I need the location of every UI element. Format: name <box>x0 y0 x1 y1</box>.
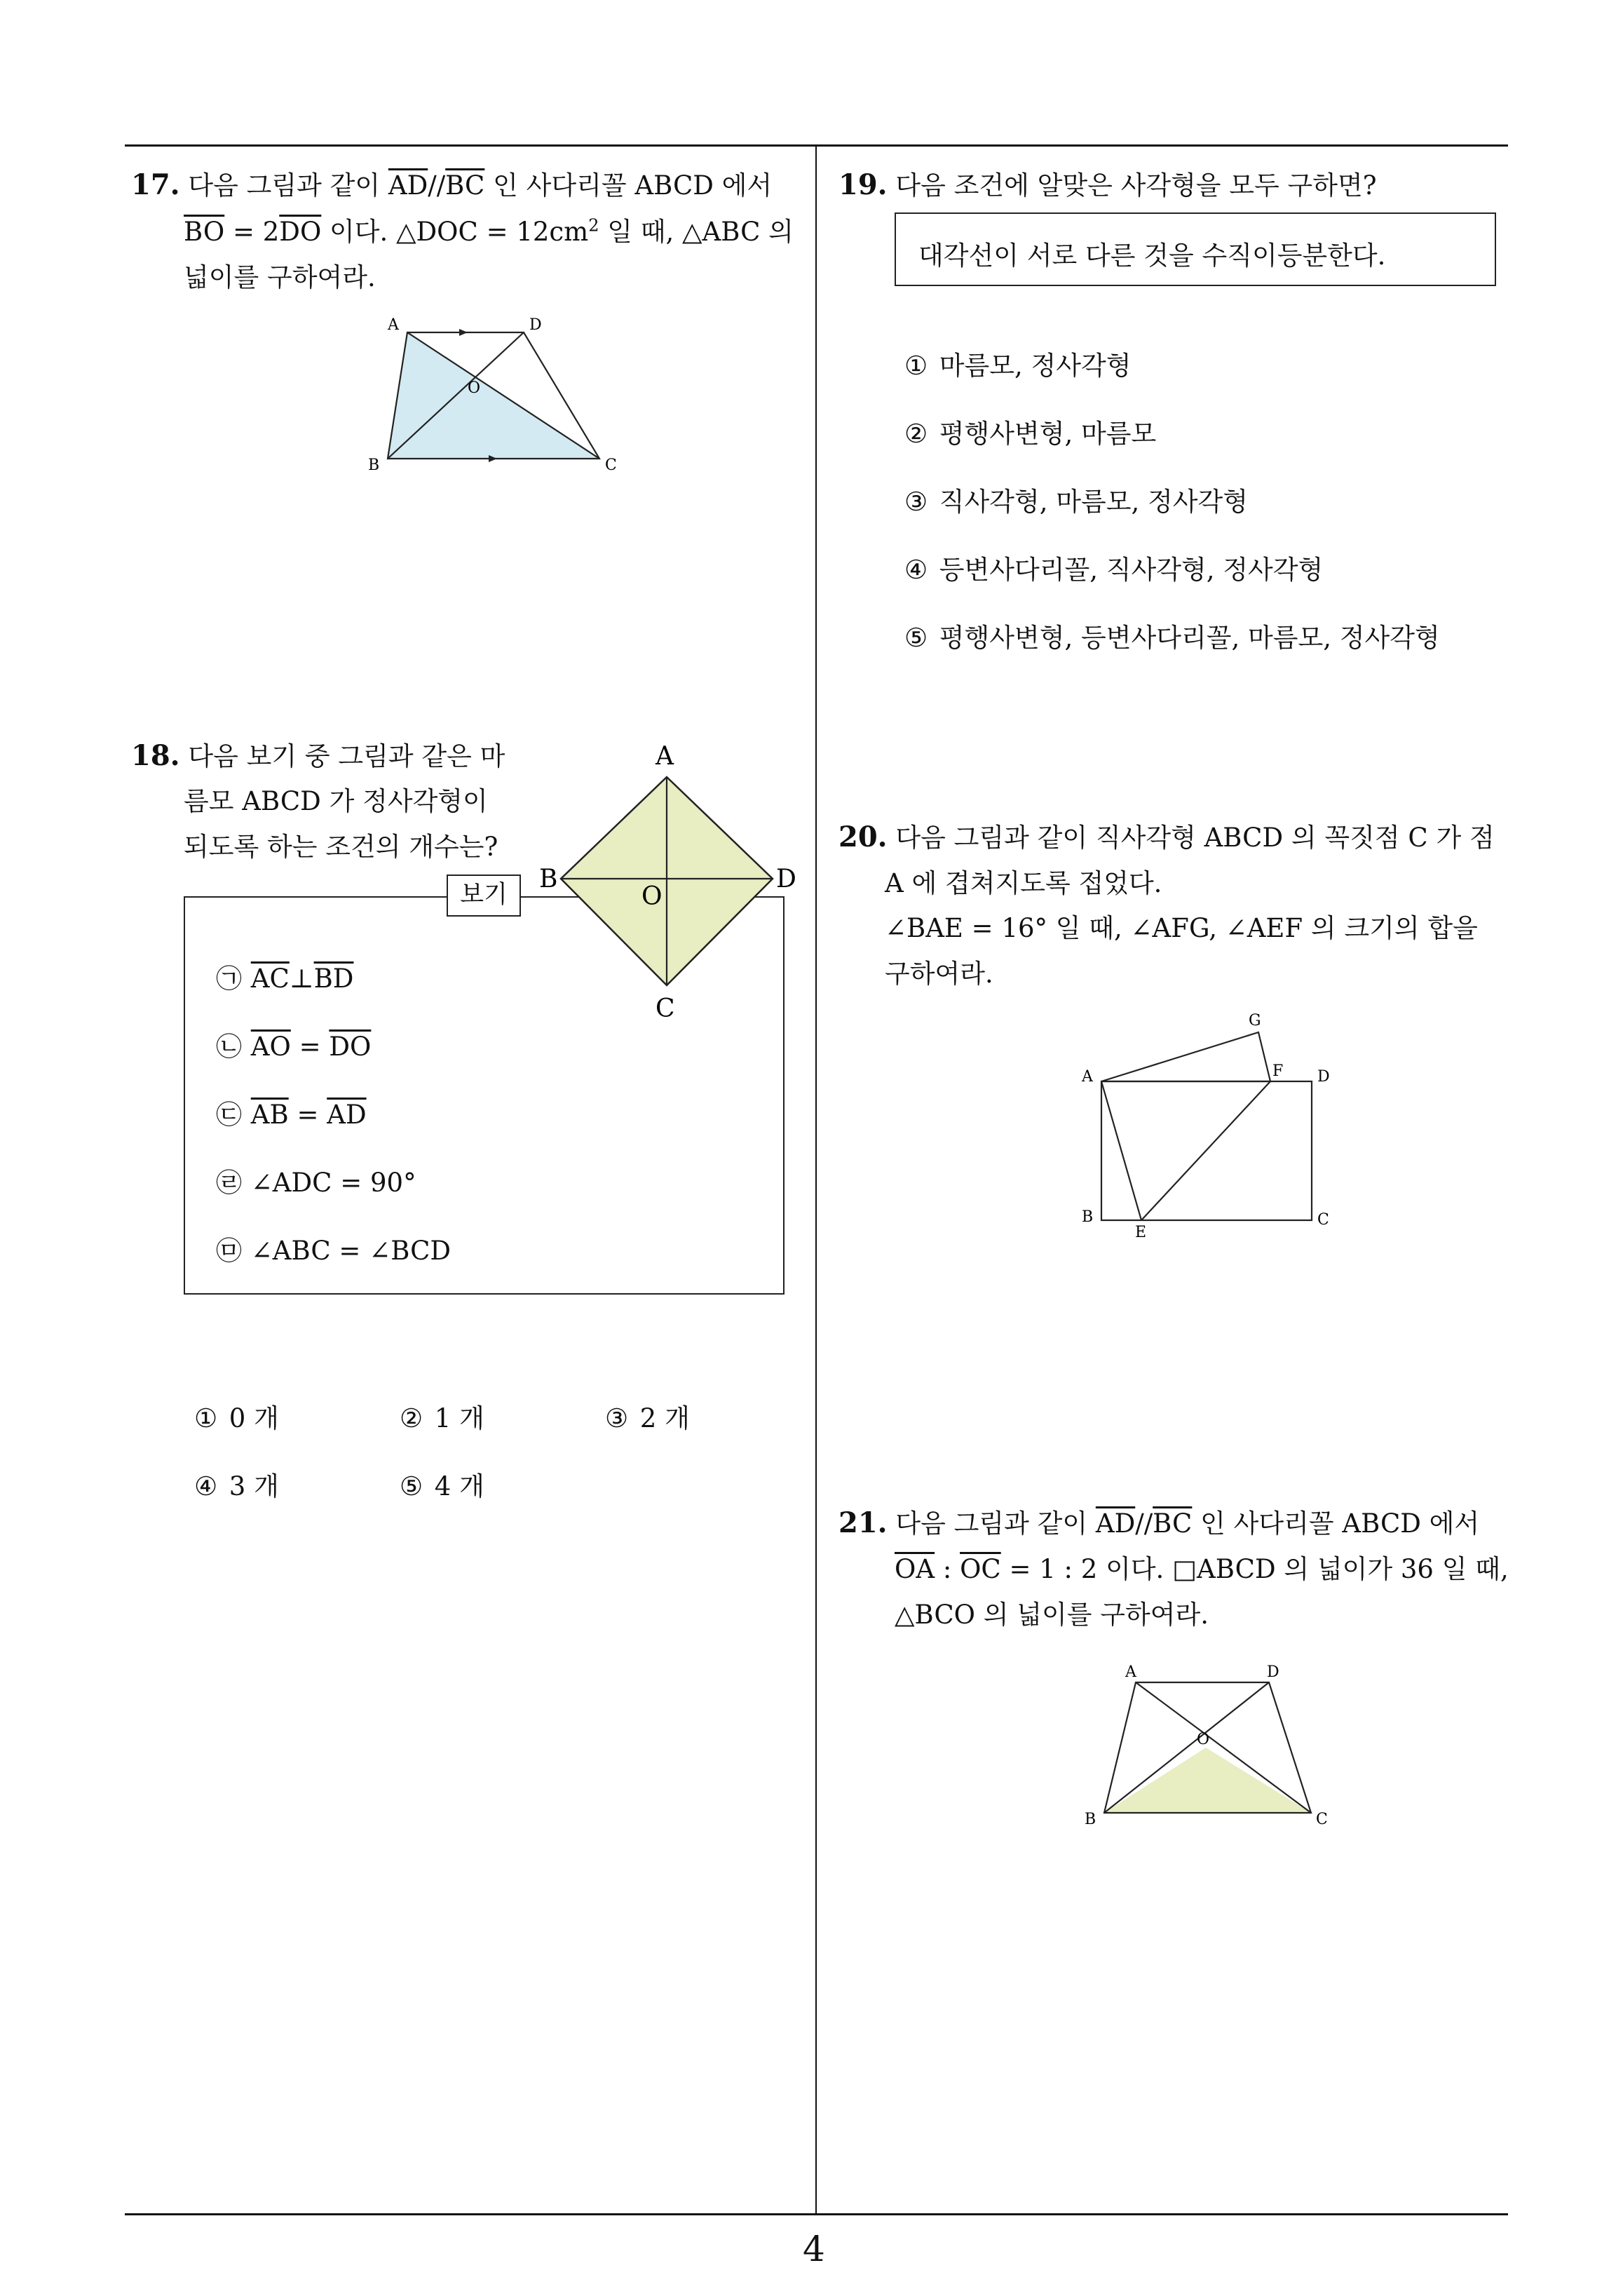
segment: $\overline{AD}$ <box>327 1100 367 1130</box>
q18-option-5[interactable] <box>400 1465 484 1503</box>
question-number: 17. <box>131 168 180 201</box>
segment: $\overline{AO}$ <box>250 1032 291 1062</box>
item-text: ∠ADC = 90° <box>250 1168 416 1198</box>
label-o: O <box>641 882 663 911</box>
q19-option-3[interactable] <box>904 480 1248 518</box>
q17-text: 다음 그림과 같이 <box>188 170 388 201</box>
bogi-item-5 <box>216 1229 451 1267</box>
q19-option-5[interactable] <box>904 616 1440 654</box>
bogi-item-1 <box>216 957 353 995</box>
q21-text: : <box>935 1554 960 1584</box>
option-mark: ③ <box>605 1403 629 1433</box>
option-mark: ④ <box>904 555 928 585</box>
bottom-rule <box>125 2213 1508 2215</box>
q18-option-4[interactable] <box>194 1465 279 1503</box>
superscript: 2 <box>588 215 599 236</box>
question-number: 20. <box>838 821 888 853</box>
q21-text: 다음 그림과 같이 <box>895 1508 1096 1539</box>
folded-flap <box>1101 1032 1270 1081</box>
q17-line2 <box>184 210 794 248</box>
item-mark: ㉢ <box>216 1100 242 1130</box>
option-mark: ⑤ <box>904 623 928 653</box>
segment: $\overline{BC}$ <box>1153 1508 1193 1539</box>
item-mark: ㉡ <box>216 1032 242 1062</box>
q18-rhombus-figure <box>529 743 810 1024</box>
shaded-triangle-abc <box>388 332 599 459</box>
label-o: O <box>468 379 481 397</box>
option-text: 2 개 <box>639 1403 690 1433</box>
q19-text: 다음 조건에 알맞은 사각형을 모두 구하면? <box>895 170 1377 201</box>
option-text: 3 개 <box>229 1471 279 1501</box>
item-mark: ㉠ <box>216 964 242 994</box>
q18-line3: 되도록 하는 조건의 개수는? <box>184 832 498 862</box>
q21-text: 인 사다리꼴 ABCD 에서 <box>1192 1508 1480 1539</box>
q17-text: = 2 <box>224 217 280 247</box>
label-d: D <box>776 865 796 893</box>
q18-option-2[interactable] <box>400 1397 484 1435</box>
q17-text: 일 때, △ABC 의 <box>599 217 794 247</box>
q20-line2: A 에 겹쳐지도록 접었다. <box>885 868 1162 898</box>
option-text: 4 개 <box>434 1471 484 1501</box>
label-d: D <box>1317 1068 1330 1086</box>
q17-line1 <box>131 164 772 202</box>
option-mark: ② <box>400 1403 423 1433</box>
q18-line2: 름모 ABCD 가 정사각형이 <box>184 786 488 816</box>
label-c: C <box>1317 1211 1329 1229</box>
q21-line2 <box>895 1548 1509 1586</box>
q18-option-3[interactable] <box>605 1397 690 1435</box>
option-text: 평행사변형, 마름모 <box>939 419 1157 449</box>
label-b: B <box>1085 1811 1096 1828</box>
q20-line3: ∠BAE = 16° 일 때, ∠AFG, ∠AEF 의 크기의 합을 <box>885 913 1478 943</box>
segment: $\overline{OC}$ <box>960 1554 1001 1584</box>
parallel-arrow-top <box>459 329 468 336</box>
label-a: A <box>656 742 674 771</box>
label-b: B <box>368 457 380 474</box>
parallel-symbol: // <box>1135 1508 1153 1539</box>
label-c: C <box>1316 1811 1328 1828</box>
item-mark: ㉣ <box>216 1168 242 1198</box>
page-number: 4 <box>803 2229 825 2269</box>
label-c: C <box>656 994 675 1023</box>
operator: ⊥ <box>289 964 314 994</box>
label-a: A <box>1082 1068 1093 1086</box>
q17-line3: 넓이를 구하여라. <box>184 262 376 292</box>
segment: $\overline{AB}$ <box>250 1100 289 1130</box>
label-g: G <box>1249 1012 1261 1029</box>
q20-folded-rectangle-figure <box>1076 1003 1357 1241</box>
parallel-symbol: // <box>428 170 446 201</box>
option-text: 0 개 <box>229 1403 279 1433</box>
q19-option-2[interactable] <box>904 412 1156 450</box>
label-b: B <box>539 865 558 893</box>
q21-trapezoid-figure <box>1076 1652 1357 1834</box>
label-b: B <box>1082 1208 1094 1226</box>
q17-text: 이다. △DOC = 12cm <box>321 217 589 247</box>
bogi-label: 보기 <box>447 874 521 917</box>
question-number: 18. <box>131 739 180 772</box>
option-mark: ① <box>194 1403 218 1433</box>
operator: = <box>288 1100 327 1130</box>
segment: $\overline{BC}$ <box>445 170 485 201</box>
label-a: A <box>388 316 399 334</box>
q21-text: = 1 : 2 이다. □ABCD 의 넓이가 36 일 때, <box>1000 1554 1509 1584</box>
option-mark: ① <box>904 351 928 381</box>
segment: $\overline{DO}$ <box>279 217 322 247</box>
label-a: A <box>1125 1663 1136 1681</box>
column-divider <box>815 146 817 2215</box>
option-mark: ④ <box>194 1471 218 1501</box>
segment: $\overline{AC}$ <box>250 964 290 994</box>
segment: $\overline{DO}$ <box>329 1032 372 1062</box>
q17-text: 인 사다리꼴 ABCD 에서 <box>484 170 773 201</box>
shaded-triangle-bco <box>1104 1748 1311 1813</box>
option-mark: ③ <box>904 487 928 517</box>
q21-line1 <box>838 1502 1479 1540</box>
segment: $\overline{BO}$ <box>184 217 225 247</box>
option-text: 평행사변형, 등변사다리꼴, 마름모, 정사각형 <box>939 623 1440 653</box>
option-text: 등변사다리꼴, 직사각형, 정사각형 <box>939 555 1324 585</box>
label-e: E <box>1135 1224 1147 1241</box>
item-text: ∠ABC = ∠BCD <box>250 1236 451 1266</box>
q18-line1 <box>131 735 505 773</box>
label-d: D <box>1267 1663 1279 1681</box>
bogi-item-4 <box>216 1161 416 1199</box>
option-mark: ② <box>904 419 928 449</box>
segment: $\overline{OA}$ <box>895 1554 935 1584</box>
condition-text: 대각선이 서로 다른 것을 수직이등분한다. <box>918 241 1386 271</box>
q20-line4: 구하여라. <box>885 959 993 989</box>
label-o: O <box>1197 1731 1210 1748</box>
q17-trapezoid-figure <box>361 316 641 477</box>
item-mark: ㉤ <box>216 1236 242 1266</box>
bogi-item-2 <box>216 1025 371 1063</box>
question-number: 21. <box>838 1506 888 1539</box>
q19-option-1[interactable] <box>904 344 1131 382</box>
q19-line1 <box>838 164 1377 202</box>
operator: = <box>290 1032 330 1062</box>
q21-line3: △BCO 의 넓이를 구하여라. <box>895 1600 1209 1630</box>
segment: $\overline{BD}$ <box>313 964 354 994</box>
q20-line1 <box>838 816 1495 854</box>
q19-option-4[interactable] <box>904 548 1323 586</box>
segment: $\overline{AD}$ <box>1095 1508 1136 1539</box>
label-d: D <box>529 316 542 334</box>
label-f: F <box>1272 1062 1284 1080</box>
segment: $\overline{AD}$ <box>388 170 428 201</box>
line-ae <box>1101 1081 1141 1220</box>
fold-line-ef <box>1141 1081 1270 1220</box>
q20-text: 다음 그림과 같이 직사각형 ABCD 의 꼭짓점 C 가 점 <box>895 823 1495 853</box>
option-text: 직사각형, 마름모, 정사각형 <box>939 487 1248 517</box>
option-text: 마름모, 정사각형 <box>939 351 1132 381</box>
option-text: 1 개 <box>434 1403 484 1433</box>
question-number: 19. <box>838 168 888 201</box>
label-c: C <box>605 457 617 474</box>
option-mark: ⑤ <box>400 1471 423 1501</box>
q18-option-1[interactable] <box>194 1397 279 1435</box>
bogi-item-3 <box>216 1093 367 1131</box>
q18-text: 다음 보기 중 그림과 같은 마 <box>188 741 505 771</box>
